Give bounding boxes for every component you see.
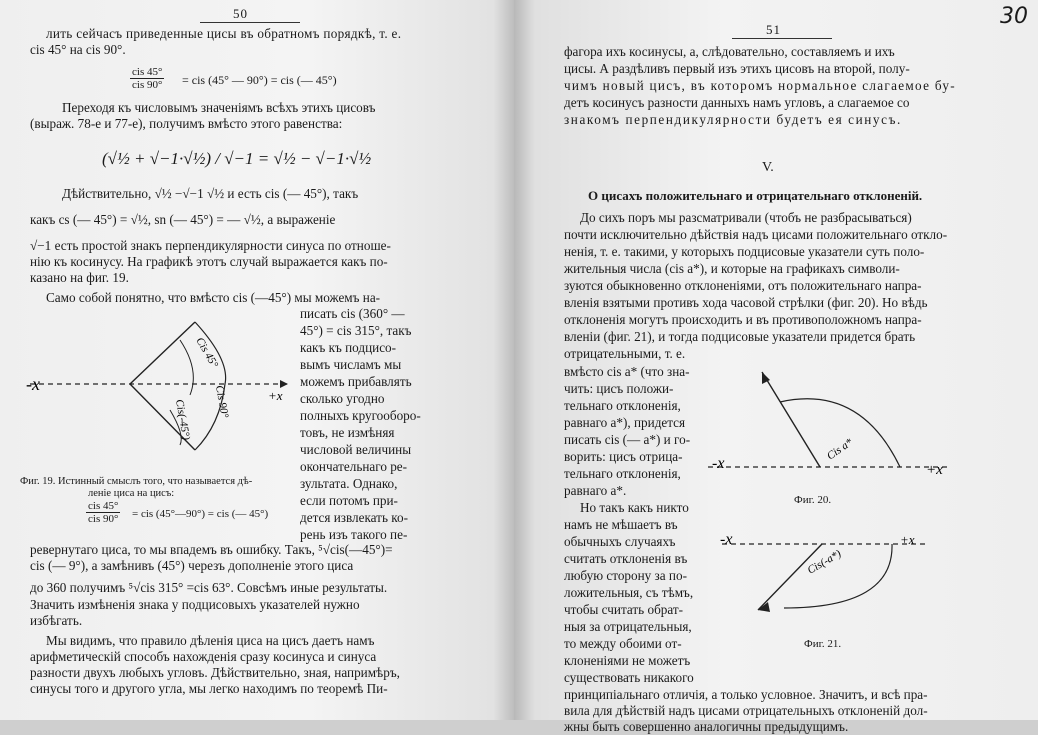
figure-19 (20, 300, 300, 470)
text-line: детъ косинусъ разности данныхъ намъ угловъ, а слагаемое со (564, 95, 910, 110)
text-line: любую сторону за по- (564, 568, 687, 583)
text-line: чтобы считать обрат- (564, 602, 684, 617)
formula-rest: = cis (45° — 90°) = cis (— 45°) (182, 73, 337, 87)
text-line: равнаго a*. (564, 483, 627, 498)
text-line: отклоненія могутъ происходить и въ противоположномъ напра- (564, 312, 922, 327)
figure-caption: леніе циса на цисъ: (88, 488, 175, 499)
label-cis-a: Cis a* (824, 436, 856, 463)
text-line: вымъ числамъ мы (300, 357, 402, 372)
fraction-denominator: cis 90° (132, 79, 163, 91)
label-cis-45: Cis 45° (193, 335, 221, 370)
text-line: разности двухъ любыхъ угловъ. Дѣйствительно, зная, напримѣръ, (30, 665, 400, 680)
text-line: окончательнаго ре- (300, 459, 408, 474)
text-line: ныя за отрицательныя, (564, 619, 692, 634)
text-line: почти исключительно дѣйствія надъ цисами положительнаго откло- (564, 227, 948, 242)
label-minus-x: -x (712, 455, 725, 472)
text-line: cis 45° на cis 90°. (30, 42, 126, 57)
formula-rest: = cis (45°—90°) = cis (— 45°) (132, 508, 269, 520)
text-line: Само собой понятно, что вмѣсто cis (—45°) мы можемъ на- (46, 290, 381, 305)
section-title: О цисахъ положительнаго и отрицательнаго отклоненій. (588, 188, 923, 203)
text-line: чимъ новый цисъ, въ которомъ нормальное слагаемое бу- (564, 78, 956, 93)
formula-block: (√½ + √−1·√½) / √−1 = √½ − √−1·√½ (102, 149, 372, 168)
label-cis-neg45: Cis(-45°) (173, 398, 192, 441)
text-line: отрицательными, т. е. (564, 346, 686, 361)
text-line: зуются обыкновенно отклоненіями, отъ положительнаго напра- (564, 278, 922, 293)
text-line: клоненіями не можетъ (564, 653, 691, 668)
fraction-numerator: cis 45° (88, 500, 119, 512)
header-rule (732, 38, 832, 39)
corner-mark: 30 (1000, 4, 1028, 29)
text-line: Но такъ какъ никто (580, 500, 689, 515)
figure-caption: Фиг. 20. (794, 494, 832, 506)
text-line: вленія взятыми противъ хода часовой стрѣлки (фиг. 20). Но вѣдь (564, 295, 928, 310)
label-plus-x: +x (926, 462, 943, 478)
text-line: вленіи (фиг. 21), и тогда подцисовые указатели придется брать (564, 329, 916, 344)
text-line: арифметическій способъ нахожденія сразу косинуса и синуса (30, 649, 377, 664)
text-line: дется извлекать ко- (300, 510, 408, 525)
text-line: намъ не мѣшаетъ въ (564, 517, 678, 532)
text-line: Дѣйствительно, √½ −√−1 √½ и есть cis (— 45°), такъ (62, 186, 359, 201)
text-line: (выраж. 78-е и 77-е), получимъ вмѣсто этого равенства: (30, 116, 343, 131)
text-line: можемъ прибавлять (300, 374, 412, 389)
text-line: обычныхъ случаяхъ (564, 534, 676, 549)
text-line: До сихъ поръ мы разсматривали (чтобъ не разбрасываться) (580, 210, 912, 225)
label-cis-neg-a: Cis(-a*) (805, 547, 844, 577)
text-line: ворить: цисъ отрица- (564, 449, 683, 464)
right-page (514, 0, 1038, 734)
page-number: 51 (766, 22, 781, 37)
figure-20 (700, 364, 958, 484)
text-line: лить сейчасъ приведенные цисы въ обратномъ порядкѣ, т. е. (46, 26, 402, 41)
ray (758, 544, 822, 610)
header-rule (200, 22, 300, 23)
text-line: товъ, не измѣняя (300, 425, 395, 440)
text-line: Мы видимъ, что правило дѣленія циса на цисъ даетъ намъ (46, 633, 375, 648)
label-minus-x: -x (26, 374, 40, 394)
text-line: принципіальнаго отличія, а только условное. Значитъ, и всѣ пра- (564, 687, 928, 702)
ray-45 (130, 322, 195, 384)
text-line: жительныя числа (cis a*), и которые на графикахъ символи- (564, 261, 900, 276)
text-line: ревернутаго циса, то мы впадемъ въ ошибку. Такъ, ⁵√cis(—45°)= (30, 542, 393, 557)
text-line: нію къ косинусу. На графикѣ этотъ случай выражается какъ по- (30, 254, 388, 269)
text-line: рень изъ такого пе- (300, 527, 408, 542)
text-line: ненія, т. е. такими, у которыхъ подцисовые указатели суть поло- (564, 244, 925, 259)
text-line: сколько угодно (300, 391, 385, 406)
text-line: 45°) = cis 315°, такъ (300, 323, 412, 338)
text-line: фагора ихъ косинусы, а, слѣдовательно, составляемъ и ихъ (564, 44, 895, 59)
text-line: зультата. Однако, (300, 476, 398, 491)
text-line: до 360 получимъ ⁵√cis 315° =cis 63°. Совсѣмъ иные результаты. (30, 580, 388, 595)
text-line: писать cis (360° — (300, 306, 405, 321)
text-line: синусы того и другого угла, мы легко находимъ по теоремѣ Пи- (30, 681, 388, 696)
section-number: V. (762, 160, 774, 175)
text-line: писать cis (— a*) и го- (564, 432, 691, 447)
text-line: какъ cs (— 45°) = √½, sn (— 45°) = — √½, а выраженіе (30, 212, 336, 227)
text-line: вмѣсто cis a* (что зна- (564, 364, 690, 379)
page-number: 50 (233, 6, 248, 21)
figure-caption: Фиг. 21. (804, 638, 842, 650)
text-line: казано на фиг. 19. (30, 270, 129, 285)
ray (762, 372, 820, 467)
label-cis-90: Cis 90° (213, 384, 231, 419)
text-line: cis (— 9°), а замѣнивъ (45°) черезъ дополненіе этого циса (30, 558, 354, 573)
text-line: полныхъ кругооборо- (300, 408, 421, 423)
text-line: если потомъ при- (300, 493, 398, 508)
figure-21 (714, 528, 934, 628)
fraction (86, 500, 120, 525)
text-line: существовать никакого (564, 670, 694, 685)
text-line: ложительныя, съ тѣмъ, (564, 585, 694, 600)
arrowhead (280, 380, 288, 388)
left-page (0, 0, 514, 720)
text-line: знакомъ перпендикулярности будетъ ея синусъ. (564, 112, 902, 127)
text-line: Переходя къ числовымъ значеніямъ всѣхъ этихъ цисовъ (62, 100, 376, 115)
text-line: тельнаго отклоненія, (564, 466, 681, 481)
text-line: тельнаго отклоненія, (564, 398, 681, 413)
label-minus-x: -x (720, 531, 733, 548)
fraction (130, 66, 164, 91)
text-line: вила для дѣйствій надъ цисами отрицательныхъ отклоненій дол- (564, 703, 928, 718)
label-plus-x: +x (900, 532, 915, 547)
text-line: избѣгать. (30, 613, 83, 628)
text-line: числовой величины (300, 442, 412, 457)
text-line: √−1 есть простой знакъ перпендикулярности синуса по отноше- (30, 238, 391, 253)
text-line: жны быть совершенно аналогичны предыдущимъ. (564, 719, 849, 734)
arc (780, 399, 900, 467)
text-line: какъ къ подцисо- (300, 340, 397, 355)
text-line: считать отклоненія въ (564, 551, 688, 566)
figure-caption: Фиг. 19. Истинный смыслъ того, что называется дѣ- (20, 476, 253, 487)
text-line: равнаго a*), придется (564, 415, 686, 430)
text-line: то между обоими от- (564, 636, 682, 651)
label-plus-x: +x (268, 388, 283, 403)
text-line: цисы. А раздѣливъ первый изъ этихъ цисовъ на второй, полу- (564, 61, 910, 76)
text-line: Значить измѣненія знака у подцисовыхъ указателей нужно (30, 597, 360, 612)
text-line: чить: цисъ положи- (564, 381, 674, 396)
fraction-numerator: cis 45° (132, 66, 163, 78)
arc-inner (180, 340, 193, 395)
fraction-denominator: cis 90° (88, 513, 119, 525)
